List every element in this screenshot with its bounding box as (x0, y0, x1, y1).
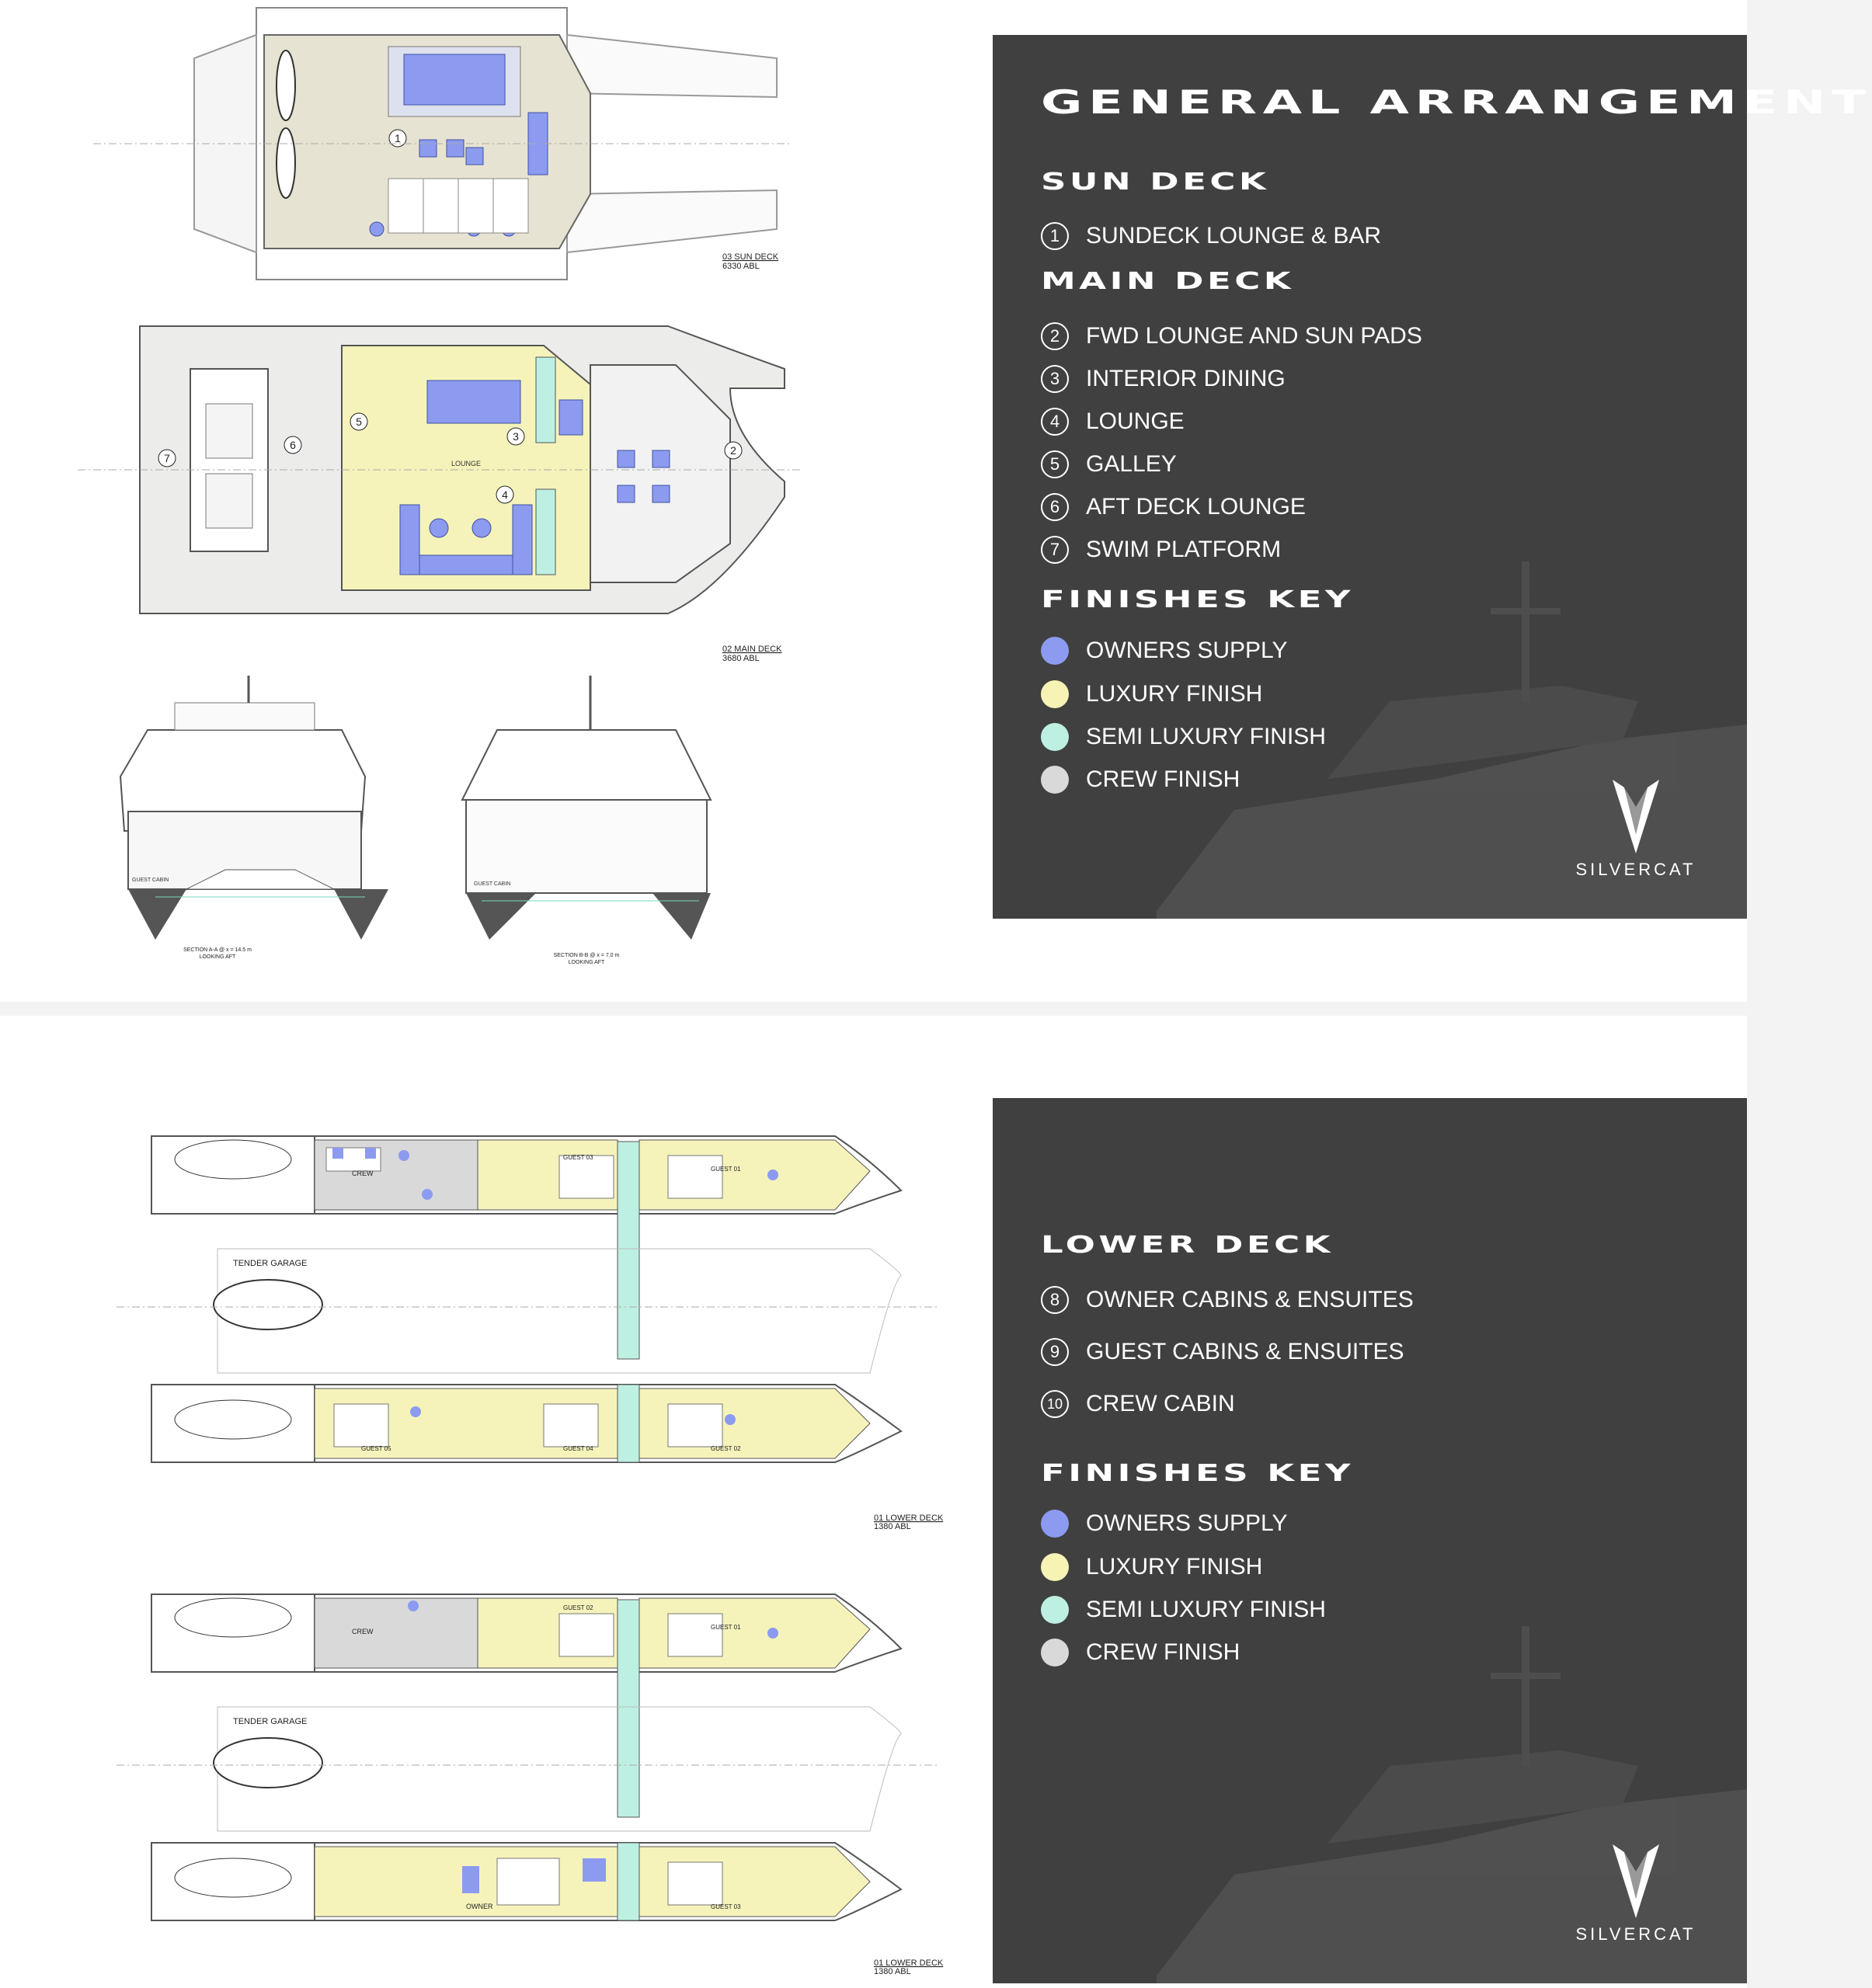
lower-deck-label-1: 01 LOWER DECK (874, 1514, 944, 1523)
legend-label: OWNER CABINS & ENSUITES (1086, 1287, 1414, 1312)
legend-item-3 (1041, 363, 1286, 395)
semi-luxury-finish-swatch (1041, 1596, 1069, 1624)
legend-item-9 (1041, 1336, 1404, 1368)
guest-03-label-2: GUEST 03 (711, 1903, 741, 1910)
marker-1: 1 (395, 132, 401, 144)
silvercat-logo-icon (1613, 1844, 1659, 1918)
crew-finish-swatch (1041, 1639, 1069, 1667)
number-badge: 7 (1041, 536, 1069, 564)
guest-03-label-1: GUEST 03 (563, 1154, 593, 1161)
marker-3: 3 (513, 430, 519, 443)
finish-label: LUXURY FINISH (1086, 681, 1263, 707)
guest-01-label-1: GUEST 01 (711, 1166, 741, 1173)
silvercat-logo (1562, 1844, 1710, 1945)
legend-label: GUEST CABINS & ENSUITES (1086, 1339, 1404, 1364)
main-deck-plan (78, 326, 800, 663)
lower-deck-plans (0, 1016, 990, 1988)
sun-deck-height: 6330 ABL (722, 262, 760, 271)
legend-item-5 (1041, 448, 1177, 481)
number-badge: 6 (1041, 493, 1069, 521)
legend-item-4 (1041, 405, 1185, 438)
finish-label: OWNERS SUPPLY (1086, 638, 1288, 663)
legend-item-2 (1041, 320, 1422, 353)
guest-04-label-1: GUEST 04 (563, 1445, 593, 1452)
marker-2: 2 (730, 444, 736, 457)
general-arrangement-page-2 (0, 1016, 1747, 1988)
number-badge: 3 (1041, 365, 1069, 393)
section-b-b (462, 676, 711, 965)
number-badge: 4 (1041, 408, 1069, 436)
crew-label-2: CREW (352, 1628, 374, 1635)
finish-crew (1041, 1636, 1240, 1669)
section-b-label: SECTION B-B @ x = 7.0 m (553, 953, 620, 958)
luxury-finish-swatch (1041, 680, 1069, 708)
lounge-drawing-label: LOUNGE (451, 460, 482, 467)
section-a-looking: LOOKING AFT (199, 954, 236, 960)
number-badge: 9 (1041, 1338, 1069, 1366)
tender-garage-label-2: TENDER GARAGE (233, 1717, 308, 1726)
finish-luxury (1041, 678, 1262, 711)
panel-title: GENERAL ARRANGEMENT (1041, 83, 1872, 121)
deck-plan-drawings (0, 0, 990, 1002)
finish-label: SEMI LUXURY FINISH (1086, 724, 1326, 749)
marker-7: 7 (164, 452, 170, 464)
guest-cabin-label-a: GUEST CABIN (132, 878, 169, 883)
number-badge: 5 (1041, 450, 1069, 478)
finish-semi-luxury (1041, 1594, 1326, 1626)
legend-label: LOUNGE (1086, 408, 1185, 434)
legend-item-10 (1041, 1388, 1235, 1420)
guest-02-label-2: GUEST 02 (563, 1604, 593, 1611)
legend-label: AFT DECK LOUNGE (1086, 494, 1306, 520)
silvercat-logo (1562, 780, 1710, 880)
marker-5: 5 (356, 415, 362, 428)
owners-supply-swatch (1041, 637, 1069, 665)
legend-label: SUNDECK LOUNGE & BAR (1086, 223, 1382, 248)
lower-deck-height-1: 1380 ABL (874, 1522, 911, 1531)
finish-label: OWNERS SUPPLY (1086, 1510, 1288, 1536)
finish-label: CREW FINISH (1086, 1639, 1240, 1665)
guest-01-label-2: GUEST 01 (711, 1624, 741, 1631)
lower-deck-heading: LOWER DECK (1041, 1232, 1334, 1259)
marker-4: 4 (502, 488, 508, 501)
lower-deck-plan-1 (117, 1136, 944, 1531)
owner-label: OWNER (466, 1903, 493, 1910)
lower-deck-height-2: 1380 ABL (874, 1967, 911, 1976)
section-b-looking: LOOKING AFT (568, 960, 605, 965)
section-a-a (120, 676, 388, 960)
main-deck-height: 3680 ABL (722, 654, 760, 663)
marker-6: 6 (290, 439, 296, 451)
legend-item-8 (1041, 1284, 1414, 1316)
finish-label: SEMI LUXURY FINISH (1086, 1597, 1326, 1622)
legend-label: CREW CABIN (1086, 1391, 1235, 1416)
lower-deck-plan-2 (117, 1594, 944, 1976)
logo-wordmark: SILVERCAT (1575, 860, 1696, 879)
finish-label: LUXURY FINISH (1086, 1554, 1263, 1580)
logo-wordmark: SILVERCAT (1575, 1924, 1696, 1944)
owners-supply-swatch (1041, 1510, 1069, 1538)
finish-label: CREW FINISH (1086, 766, 1240, 792)
tender-garage-label-1: TENDER GARAGE (233, 1259, 308, 1268)
legend-label: SWIM PLATFORM (1086, 537, 1282, 562)
main-deck-heading: MAIN DECK (1041, 268, 1295, 295)
semi-luxury-finish-swatch (1041, 723, 1069, 751)
guest-05-label-1: GUEST 05 (361, 1445, 391, 1452)
finish-crew (1041, 763, 1240, 796)
crew-finish-swatch (1041, 766, 1069, 794)
number-badge: 10 (1041, 1390, 1069, 1418)
legend-item-6 (1041, 491, 1306, 523)
legend-label: GALLEY (1086, 451, 1177, 477)
finishes-key-heading: FINISHES KEY (1041, 586, 1354, 613)
sun-deck-plan (93, 8, 792, 280)
silvercat-logo-icon (1613, 780, 1659, 853)
finish-luxury (1041, 1551, 1262, 1583)
sun-deck-label: 03 SUN DECK (722, 252, 779, 262)
section-a-label: SECTION A-A @ x = 14.5 m (183, 947, 252, 953)
number-badge: 1 (1041, 222, 1069, 250)
guest-cabin-label-b: GUEST CABIN (474, 881, 511, 887)
sun-main-deck-drawings (0, 0, 990, 1002)
crew-label-1: CREW (352, 1170, 374, 1177)
sun-deck-heading: SUN DECK (1041, 169, 1270, 196)
finish-owners-supply (1041, 634, 1288, 667)
legend-item-1 (1041, 220, 1381, 252)
finish-owners-supply (1041, 1507, 1288, 1540)
luxury-finish-swatch (1041, 1553, 1069, 1581)
legend-label: FWD LOUNGE AND SUN PADS (1086, 323, 1422, 349)
guest-02-label-1: GUEST 02 (711, 1445, 741, 1452)
lower-deck-label-2: 01 LOWER DECK (874, 1958, 944, 1968)
finish-semi-luxury (1041, 721, 1326, 753)
number-badge: 8 (1041, 1286, 1069, 1314)
lower-deck-panel (993, 1098, 1747, 1983)
legend-item-7 (1041, 533, 1281, 566)
legend-label: INTERIOR DINING (1086, 366, 1286, 391)
main-deck-label: 02 MAIN DECK (722, 645, 782, 654)
general-arrangement-panel (993, 35, 1872, 919)
lower-deck-drawings (0, 1016, 990, 1988)
finishes-key-heading: FINISHES KEY (1041, 1460, 1354, 1487)
number-badge: 2 (1041, 322, 1069, 350)
